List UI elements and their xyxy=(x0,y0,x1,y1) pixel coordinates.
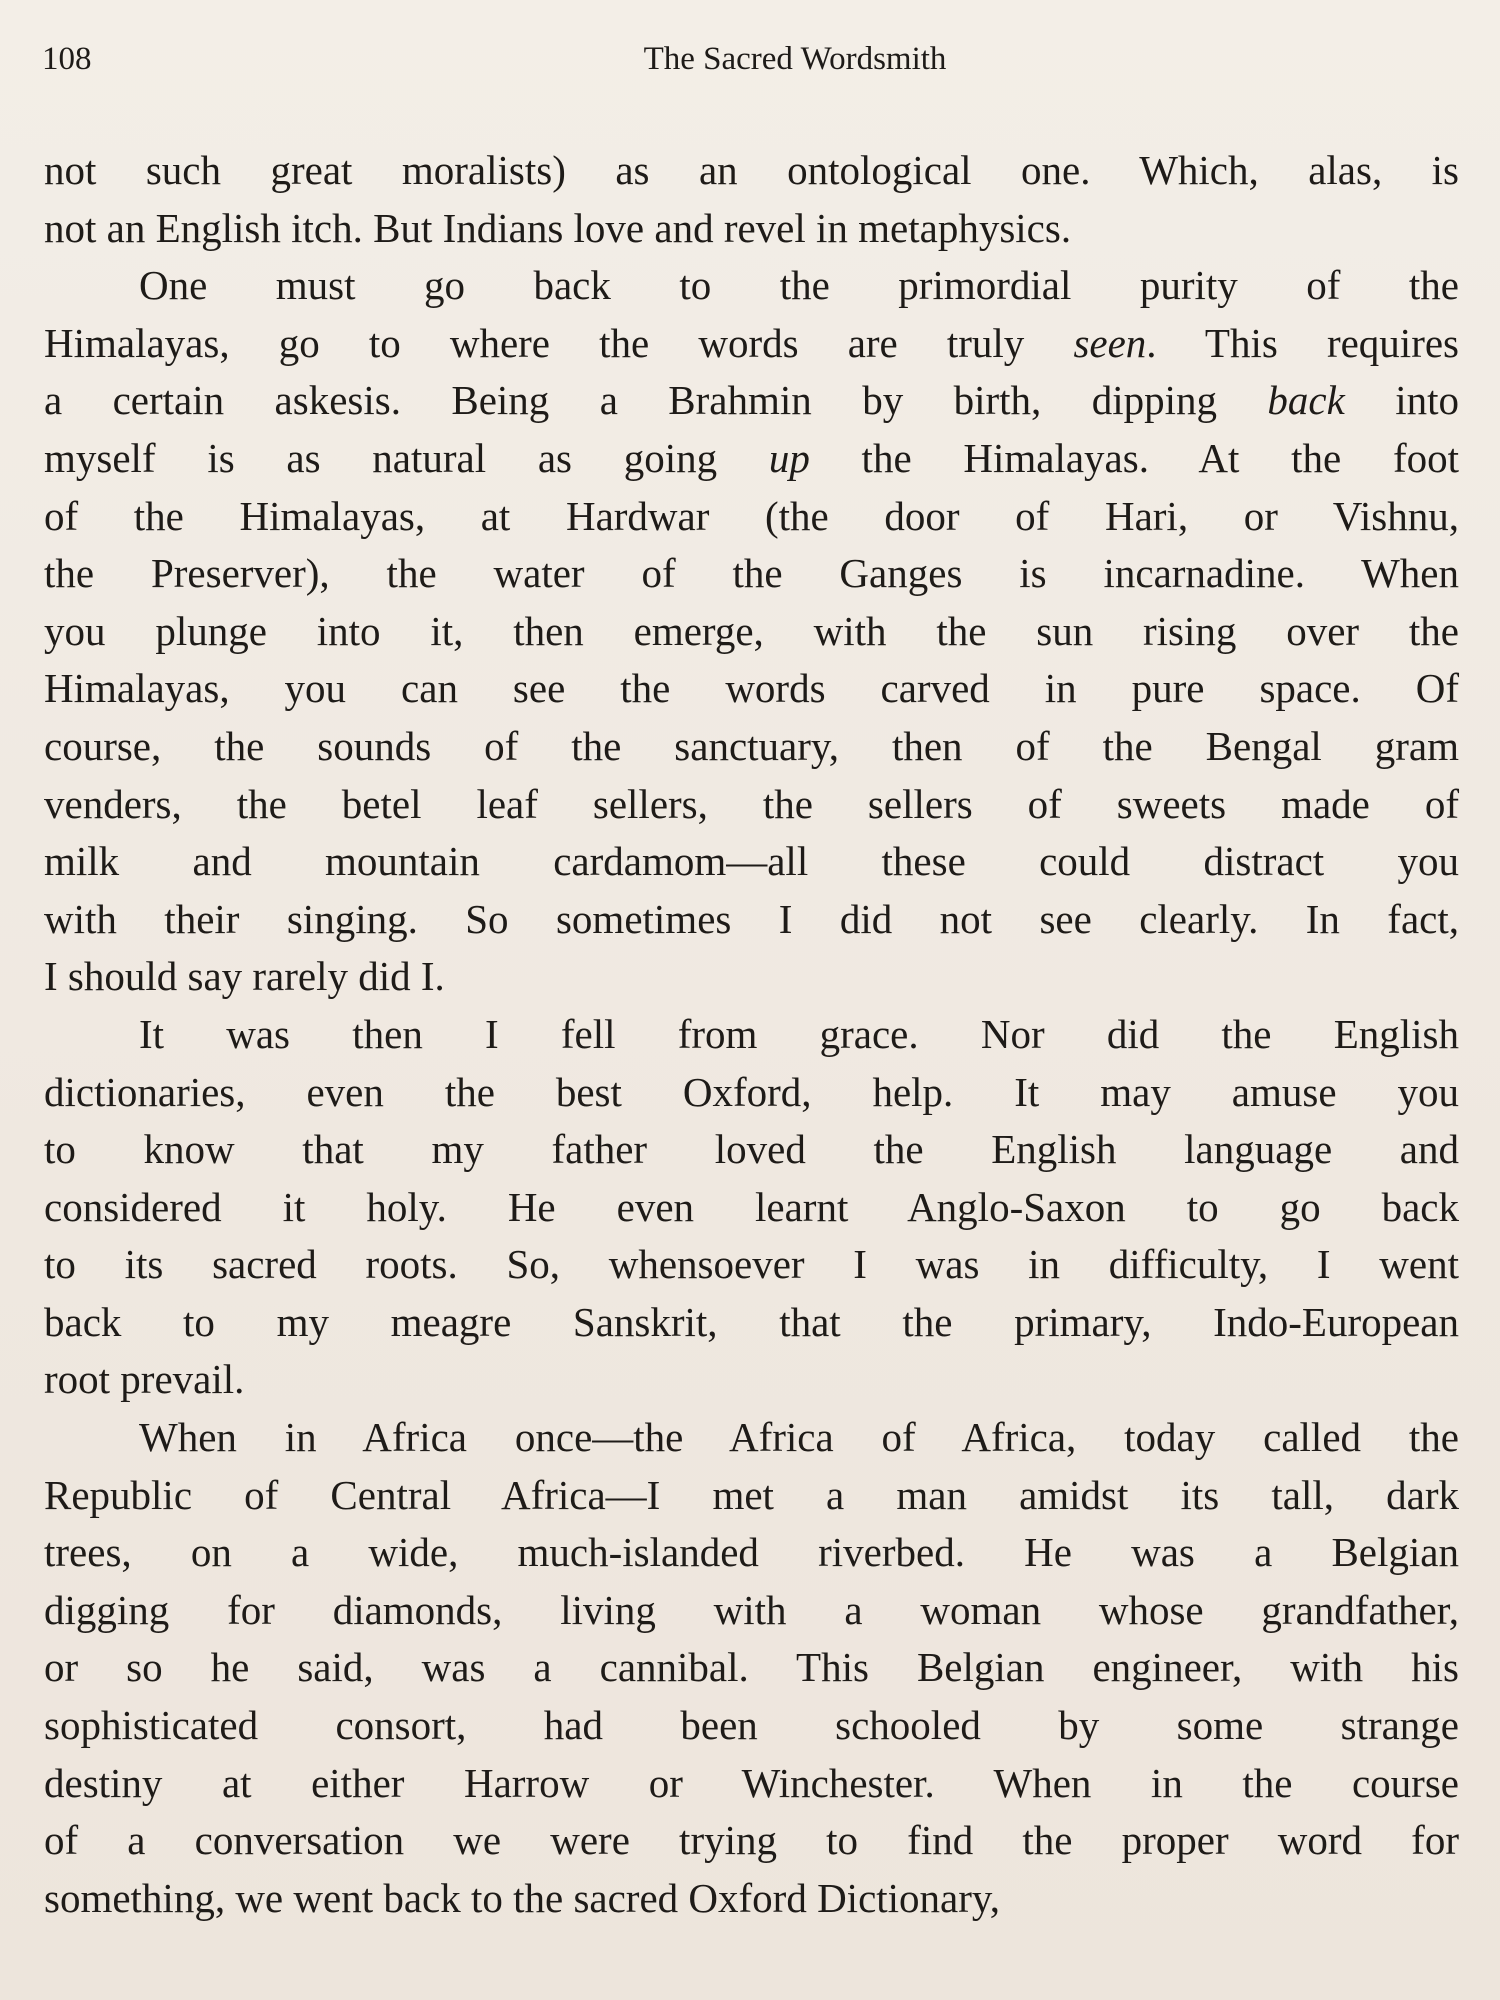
text-line xyxy=(44,545,1459,603)
text-run: venders, the betel leaf sellers, the sellers of sweets made of xyxy=(44,780,1459,827)
text-run: or so he said, was a cannibal. This Belgian engineer, with his xyxy=(44,1644,1459,1691)
text-line xyxy=(44,776,1459,834)
text-line xyxy=(44,1351,1459,1409)
text-line xyxy=(44,1582,1459,1640)
italic-word: back xyxy=(1267,377,1345,424)
text-line xyxy=(44,603,1459,661)
text-line xyxy=(44,372,1459,430)
text-line xyxy=(44,430,1459,488)
text-run: One must go back to the primordial purity of the xyxy=(139,262,1459,309)
text-run: into xyxy=(1344,377,1459,424)
text-run: you plunge into it, then emerge, with the sun rising over the xyxy=(44,607,1459,654)
text-run: to its sacred roots. So, whensoever I was in difficulty, I went xyxy=(44,1241,1459,1288)
book-title: The Sacred Wordsmith xyxy=(643,41,947,77)
paragraph xyxy=(44,142,1459,257)
running-head xyxy=(42,34,1458,84)
text-line xyxy=(44,1064,1459,1122)
text-line xyxy=(44,833,1459,891)
text-line xyxy=(44,200,1459,258)
text-run: the Himalayas. At the foot xyxy=(809,434,1459,481)
text-line xyxy=(44,1409,1459,1467)
italic-word: seen xyxy=(1073,319,1147,366)
text-line xyxy=(44,142,1459,200)
text-run: dictionaries, even the best Oxford, help. It may amuse you xyxy=(44,1068,1459,1115)
text-run: digging for diamonds, living with a woman whose grandfather, xyxy=(44,1586,1459,1633)
text-line xyxy=(44,1870,1459,1928)
text-line xyxy=(44,891,1459,949)
text-line xyxy=(44,488,1459,546)
text-run: to know that my father loved the English language and xyxy=(44,1126,1459,1173)
text-run: course, the sounds of the sanctuary, then of the Bengal gram xyxy=(44,722,1459,769)
text-run: sophisticated consort, had been schooled by some strange xyxy=(44,1702,1459,1749)
text-line xyxy=(44,1006,1459,1064)
text-run: back to my meagre Sanskrit, that the primary, Indo-European xyxy=(44,1298,1459,1345)
text-run: a certain askesis. Being a Brahmin by birth, dipping xyxy=(44,377,1268,424)
text-run: Himalayas, you can see the words carved in pure space. Of xyxy=(44,665,1459,712)
text-line xyxy=(44,257,1459,315)
text-run: trees, on a wide, much-islanded riverbed. He was a Belgian xyxy=(44,1529,1459,1576)
text-line xyxy=(44,1812,1459,1870)
text-run: with their singing. So sometimes I did not see clearly. In fact, xyxy=(44,895,1459,942)
text-line xyxy=(44,1236,1459,1294)
text-run: of a conversation we were trying to find the proper word for xyxy=(44,1817,1459,1864)
text-run: When in Africa once—the Africa of Africa, today called the xyxy=(139,1414,1459,1461)
text-run: something, we went back to the sacred Oxford Dictionary, xyxy=(44,1874,1000,1921)
text-line xyxy=(44,1179,1459,1237)
text-run: root prevail. xyxy=(44,1356,245,1403)
text-run: Republic of Central Africa—I met a man amidst its tall, dark xyxy=(44,1471,1459,1518)
text-line xyxy=(44,315,1459,373)
paragraph xyxy=(44,1409,1459,1927)
page-number: 108 xyxy=(42,41,92,77)
text-run: myself is as natural as going xyxy=(44,434,769,481)
text-line xyxy=(44,948,1459,1006)
text-run: not an English itch. But Indians love and revel in metaphysics. xyxy=(44,204,1072,251)
italic-word: up xyxy=(768,434,810,481)
text-line xyxy=(44,1121,1459,1179)
text-line xyxy=(44,1524,1459,1582)
text-run: not such great moralists) as an ontological one. Which, alas, is xyxy=(44,147,1459,193)
body-text xyxy=(44,142,1459,1927)
text-run: considered it holy. He even learnt Anglo-Saxon to go back xyxy=(44,1183,1459,1230)
text-run: . This requires xyxy=(1146,319,1459,366)
text-run: destiny at either Harrow or Winchester. When in the course xyxy=(44,1759,1459,1806)
text-line xyxy=(44,660,1459,718)
text-line xyxy=(44,718,1459,776)
text-run: the Preserver), the water of the Ganges is incarnadine. When xyxy=(44,550,1459,597)
paragraph xyxy=(44,1006,1459,1409)
text-line xyxy=(44,1697,1459,1755)
text-line xyxy=(44,1467,1459,1525)
text-run: I should say rarely did I. xyxy=(44,953,445,1000)
text-line xyxy=(44,1639,1459,1697)
text-run: milk and mountain cardamom—all these could distract you xyxy=(44,838,1459,885)
text-run: Himalayas, go to where the words are truly xyxy=(44,319,1074,366)
text-line xyxy=(44,1755,1459,1813)
text-line xyxy=(44,1294,1459,1352)
paragraph xyxy=(44,257,1459,1006)
text-run: of the Himalayas, at Hardwar (the door of Hari, or Vishnu, xyxy=(44,492,1459,539)
text-run: It was then I fell from grace. Nor did the English xyxy=(139,1010,1459,1057)
